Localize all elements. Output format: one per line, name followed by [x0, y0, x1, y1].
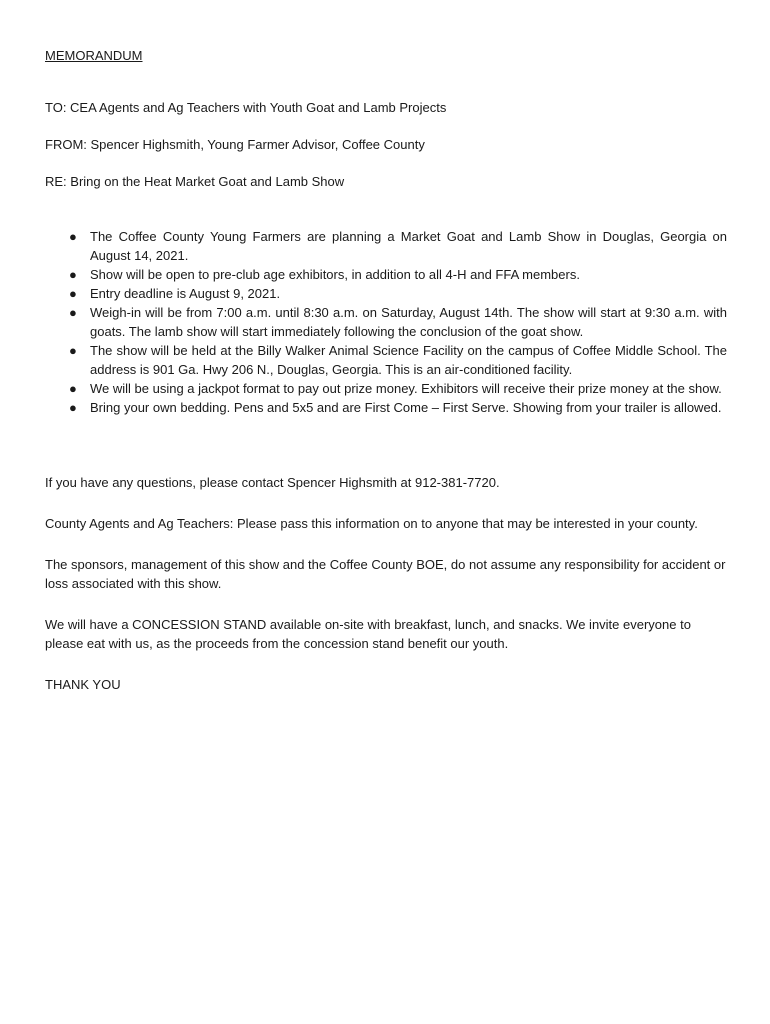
bullet-icon: ● [69, 305, 77, 320]
details-list [45, 227, 727, 417]
spacer [45, 417, 727, 473]
list-item-text: Bring your own bedding. Pens and 5x5 and are First Come – First Serve. Showing from your trailer is allowed. [90, 400, 722, 415]
list-item-text: The show will be held at the Billy Walker Animal Science Facility on the campus of Coffee Middle School. The address is 901 Ga. Hwy 206 N., Douglas, Georgia. This is an air-conditioned facility. [90, 343, 727, 377]
contact-paragraph: If you have any questions, please contact Spencer Highsmith at 912-381-7720. [45, 475, 500, 490]
list-item-text: Show will be open to pre-club age exhibitors, in addition to all 4-H and FFA members. [90, 267, 580, 282]
list-item [45, 303, 727, 341]
pass-along-paragraph: County Agents and Ag Teachers: Please pass this information on to anyone that may be interested in your county. [45, 516, 698, 531]
list-item-text: Entry deadline is August 9, 2021. [90, 286, 281, 301]
list-item [45, 379, 727, 398]
liability-paragraph: The sponsors, management of this show and the Coffee County BOE, do not assume any responsibility for accident or loss associated with this show. [45, 557, 726, 591]
list-item [45, 227, 727, 265]
bullet-icon: ● [69, 229, 77, 244]
closing-thank-you: THANK YOU [45, 677, 121, 692]
memo-page [45, 46, 727, 716]
bullet-icon: ● [69, 400, 77, 415]
list-item [45, 341, 727, 379]
list-item-text: The Coffee County Young Farmers are planning a Market Goat and Lamb Show in Douglas, Georgia on August 14, 2021. [90, 229, 727, 263]
memo-re-line: RE: Bring on the Heat Market Goat and Lamb Show [45, 174, 345, 189]
list-item [45, 284, 727, 303]
bullet-icon: ● [69, 381, 77, 396]
concession-paragraph: We will have a CONCESSION STAND available on-site with breakfast, lunch, and snacks. We invite everyone to please eat with us, as the proceeds from the concession stand benefit our youth. [45, 617, 691, 651]
list-item [45, 265, 727, 284]
memo-from-line: FROM: Spencer Highsmith, Young Farmer Advisor, Coffee County [45, 137, 425, 152]
memo-title: MEMORANDUM [45, 48, 143, 63]
bullet-icon: ● [69, 343, 77, 358]
list-item-text: We will be using a jackpot format to pay out prize money. Exhibitors will receive their prize money at the show. [90, 381, 722, 396]
bullet-icon: ● [69, 286, 77, 301]
list-item [45, 398, 727, 417]
list-item-text: Weigh-in will be from 7:00 a.m. until 8:30 a.m. on Saturday, August 14th. The show will start at 9:30 a.m. with goats. The lamb show will start immediately following the conclusion of the goat show. [90, 305, 727, 339]
bullet-icon: ● [69, 267, 77, 282]
memo-to-line: TO: CEA Agents and Ag Teachers with Youth Goat and Lamb Projects [45, 100, 447, 115]
